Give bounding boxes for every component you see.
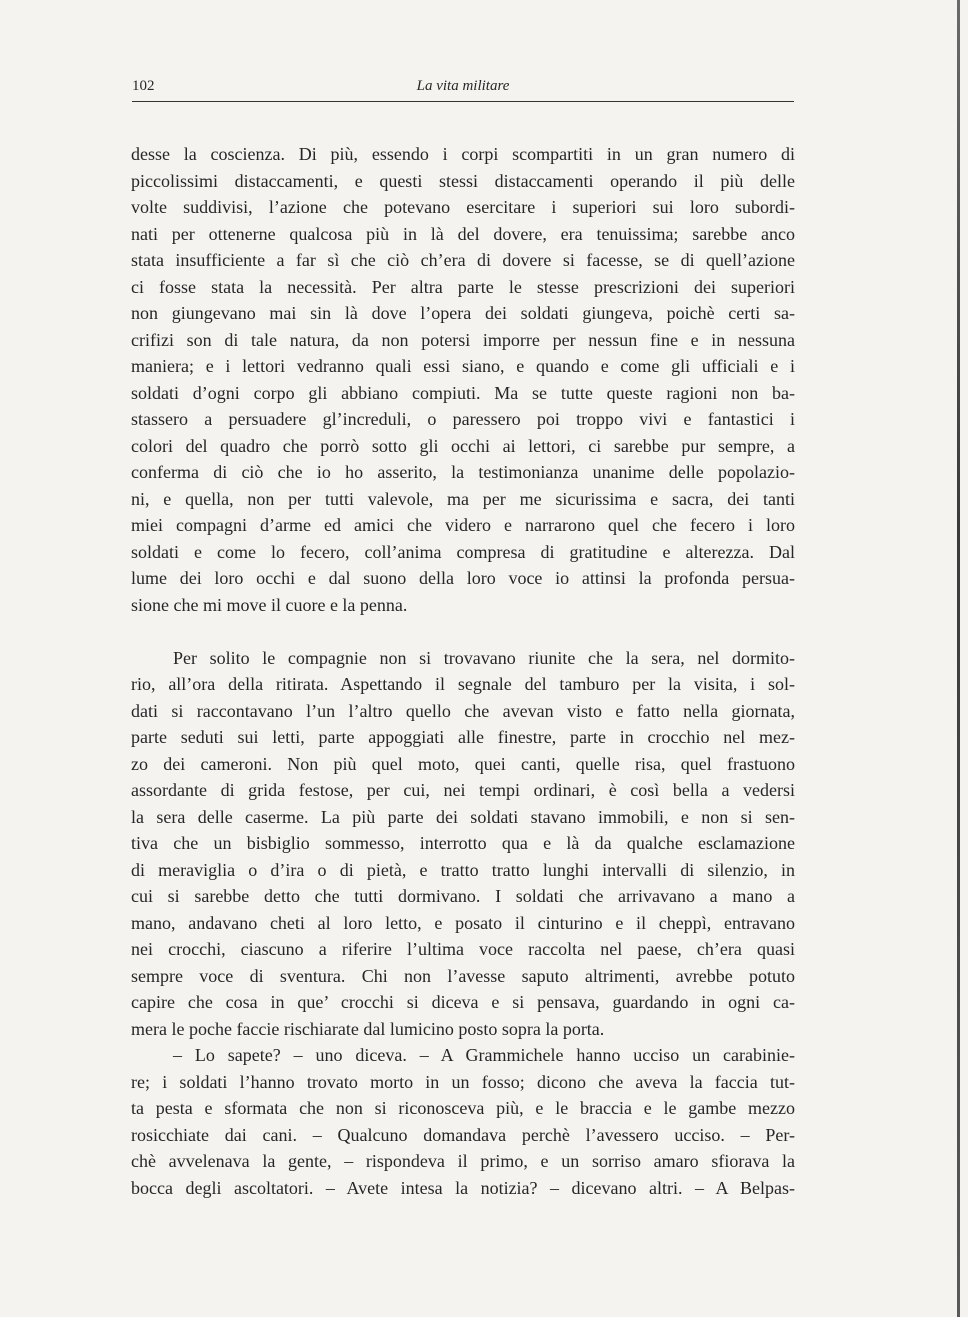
text-line: tiva che un bisbiglio sommesso, interrotto qua e là da qualche esclamazione <box>131 833 795 853</box>
text-line: colori del quadro che porrò sotto gli occhi ai lettori, ci sarebbe pur sempre, a <box>131 435 795 456</box>
text-line: Per solito le compagnie non si trovavano riunite che la sera, nel dormito- <box>173 647 795 668</box>
text-line: ta pesta e sformata che non si riconosceva più, e le braccia e le gambe mezzo <box>131 1098 795 1118</box>
text-line: dati si raccontavano l’un l’altro quello che avevan visto e fatto nella giornata, <box>131 700 795 721</box>
text-line: lume dei loro occhi e dal suono della loro voce io attinsi la profonda persua- <box>131 568 795 588</box>
text-line: non giungevano mai sin là dove l’opera dei soldati giungeva, poichè certi sa- <box>131 303 795 323</box>
page-header <box>132 76 794 98</box>
text-line: mera le poche faccie rischiarate dal lumicino posto sopra la porta. <box>131 1018 605 1039</box>
text-line: conferma di ciò che io ho asserito, la testimonianza unanime delle popolazio- <box>131 462 795 482</box>
text-line: sempre voce di sventura. Chi non l’avesse saputo altrimenti, avrebbe potuto <box>131 965 795 986</box>
page-number: 102 <box>132 78 155 94</box>
text-line: maniera; e i lettori vedranno quali essi siano, e quando e come gli ufficiali e i <box>131 356 795 376</box>
text-line: nei crocchi, ciascuno a riferire l’ultima voce raccolta nel paese, ch’era quasi <box>131 939 795 959</box>
text-line: di meraviglia o d’ira o di pietà, e tratto tratto lunghi intervalli di silenzio, in <box>131 859 795 880</box>
text-line: miei compagni d’arme ed amici che videro e narrarono quel che fecero i loro <box>131 515 795 535</box>
body-text <box>131 141 795 1201</box>
text-line: re; i soldati l’hanno trovato morto in un fosso; dicono che aveva la faccia tut- <box>131 1071 795 1092</box>
text-line: volte suddivisi, l’azione che potevano esercitare i superiori sui loro subordi- <box>131 197 795 217</box>
text-line: stassero a persuadere gl’increduli, o paressero poi troppo vivi e fantastici i <box>131 409 795 429</box>
text-line: soldati d’ogni corpo gli abbiano compiuti. Ma se tutte queste ragioni non ba- <box>131 382 795 403</box>
header-rule <box>132 101 794 102</box>
text-line: bocca degli ascoltatori. – Avete intesa la notizia? – dicevano altri. – A Belpas- <box>131 1177 795 1198</box>
text-line: la sera delle caserme. La più parte dei soldati stavano immobili, e non si sen- <box>131 806 795 827</box>
text-line: soldati e come lo fecero, coll’anima compresa di gratitudine e alterezza. Dal <box>131 541 795 562</box>
text-line: piccolissimi distaccamenti, e questi stessi distaccamenti operando il più delle <box>131 170 795 191</box>
text-line: rio, all’ora della ritirata. Aspettando il segnale del tamburo per la visita, i sol- <box>131 674 795 694</box>
text-line: chè avvelenava la gente, – rispondeva il primo, e un sorriso amaro sfiorava la <box>131 1151 795 1171</box>
text-line: stata insufficiente a far sì che ciò ch’era di dovere si facesse, se di quell’azione <box>131 250 795 270</box>
paragraph-gap <box>131 618 795 645</box>
text-line: crifizi son di tale natura, da non potersi imporre per nessun fine e in nessuna <box>131 329 795 350</box>
paragraph-1 <box>131 141 795 618</box>
paragraph-2 <box>131 645 795 1043</box>
text-line: sione che mi move il cuore e la penna. <box>131 594 408 615</box>
page-edge <box>957 0 960 1317</box>
text-line: zo dei cameroni. Non più quel moto, quei canti, quelle risa, quel frastuono <box>131 753 795 774</box>
text-line: ni, e quella, non per tutti valevole, ma per me sicurissima e sacra, dei tanti <box>131 488 795 509</box>
text-line: rosicchiate dai cani. – Qualcuno domandava perchè l’avessero ucciso. – Per- <box>131 1124 795 1145</box>
text-line: desse la coscienza. Di più, essendo i corpi scompartiti in un gran numero di <box>131 144 795 164</box>
text-line: assordante di grida festose, per cui, nei tempi ordinari, è così bella a vedersi <box>131 780 795 800</box>
text-line: ci fosse stata la necessità. Per altra parte le stesse prescrizioni dei superiori <box>131 276 795 297</box>
text-line: – Lo sapete? – uno diceva. – A Grammichele hanno ucciso un carabinie- <box>173 1045 795 1065</box>
text-line: parte seduti sui letti, parte appoggiati alle finestre, parte in crocchio nel mez- <box>131 727 795 747</box>
text-line: capire che cosa in que’ crocchi si diceva e si pensava, guardando in ogni ca- <box>131 992 795 1012</box>
text-line: cui si sarebbe detto che tutti dormivano. I soldati che arrivavano a mano a <box>131 886 795 906</box>
paragraph-3 <box>131 1042 795 1201</box>
text-line: nati per ottenerne qualcosa più in là del dovere, era tenuissima; sarebbe anco <box>131 223 795 244</box>
running-title: La vita militare <box>416 78 510 94</box>
text-line: mano, andavano cheti al loro letto, e posato il cinturino e il cheppì, entravano <box>131 912 795 933</box>
